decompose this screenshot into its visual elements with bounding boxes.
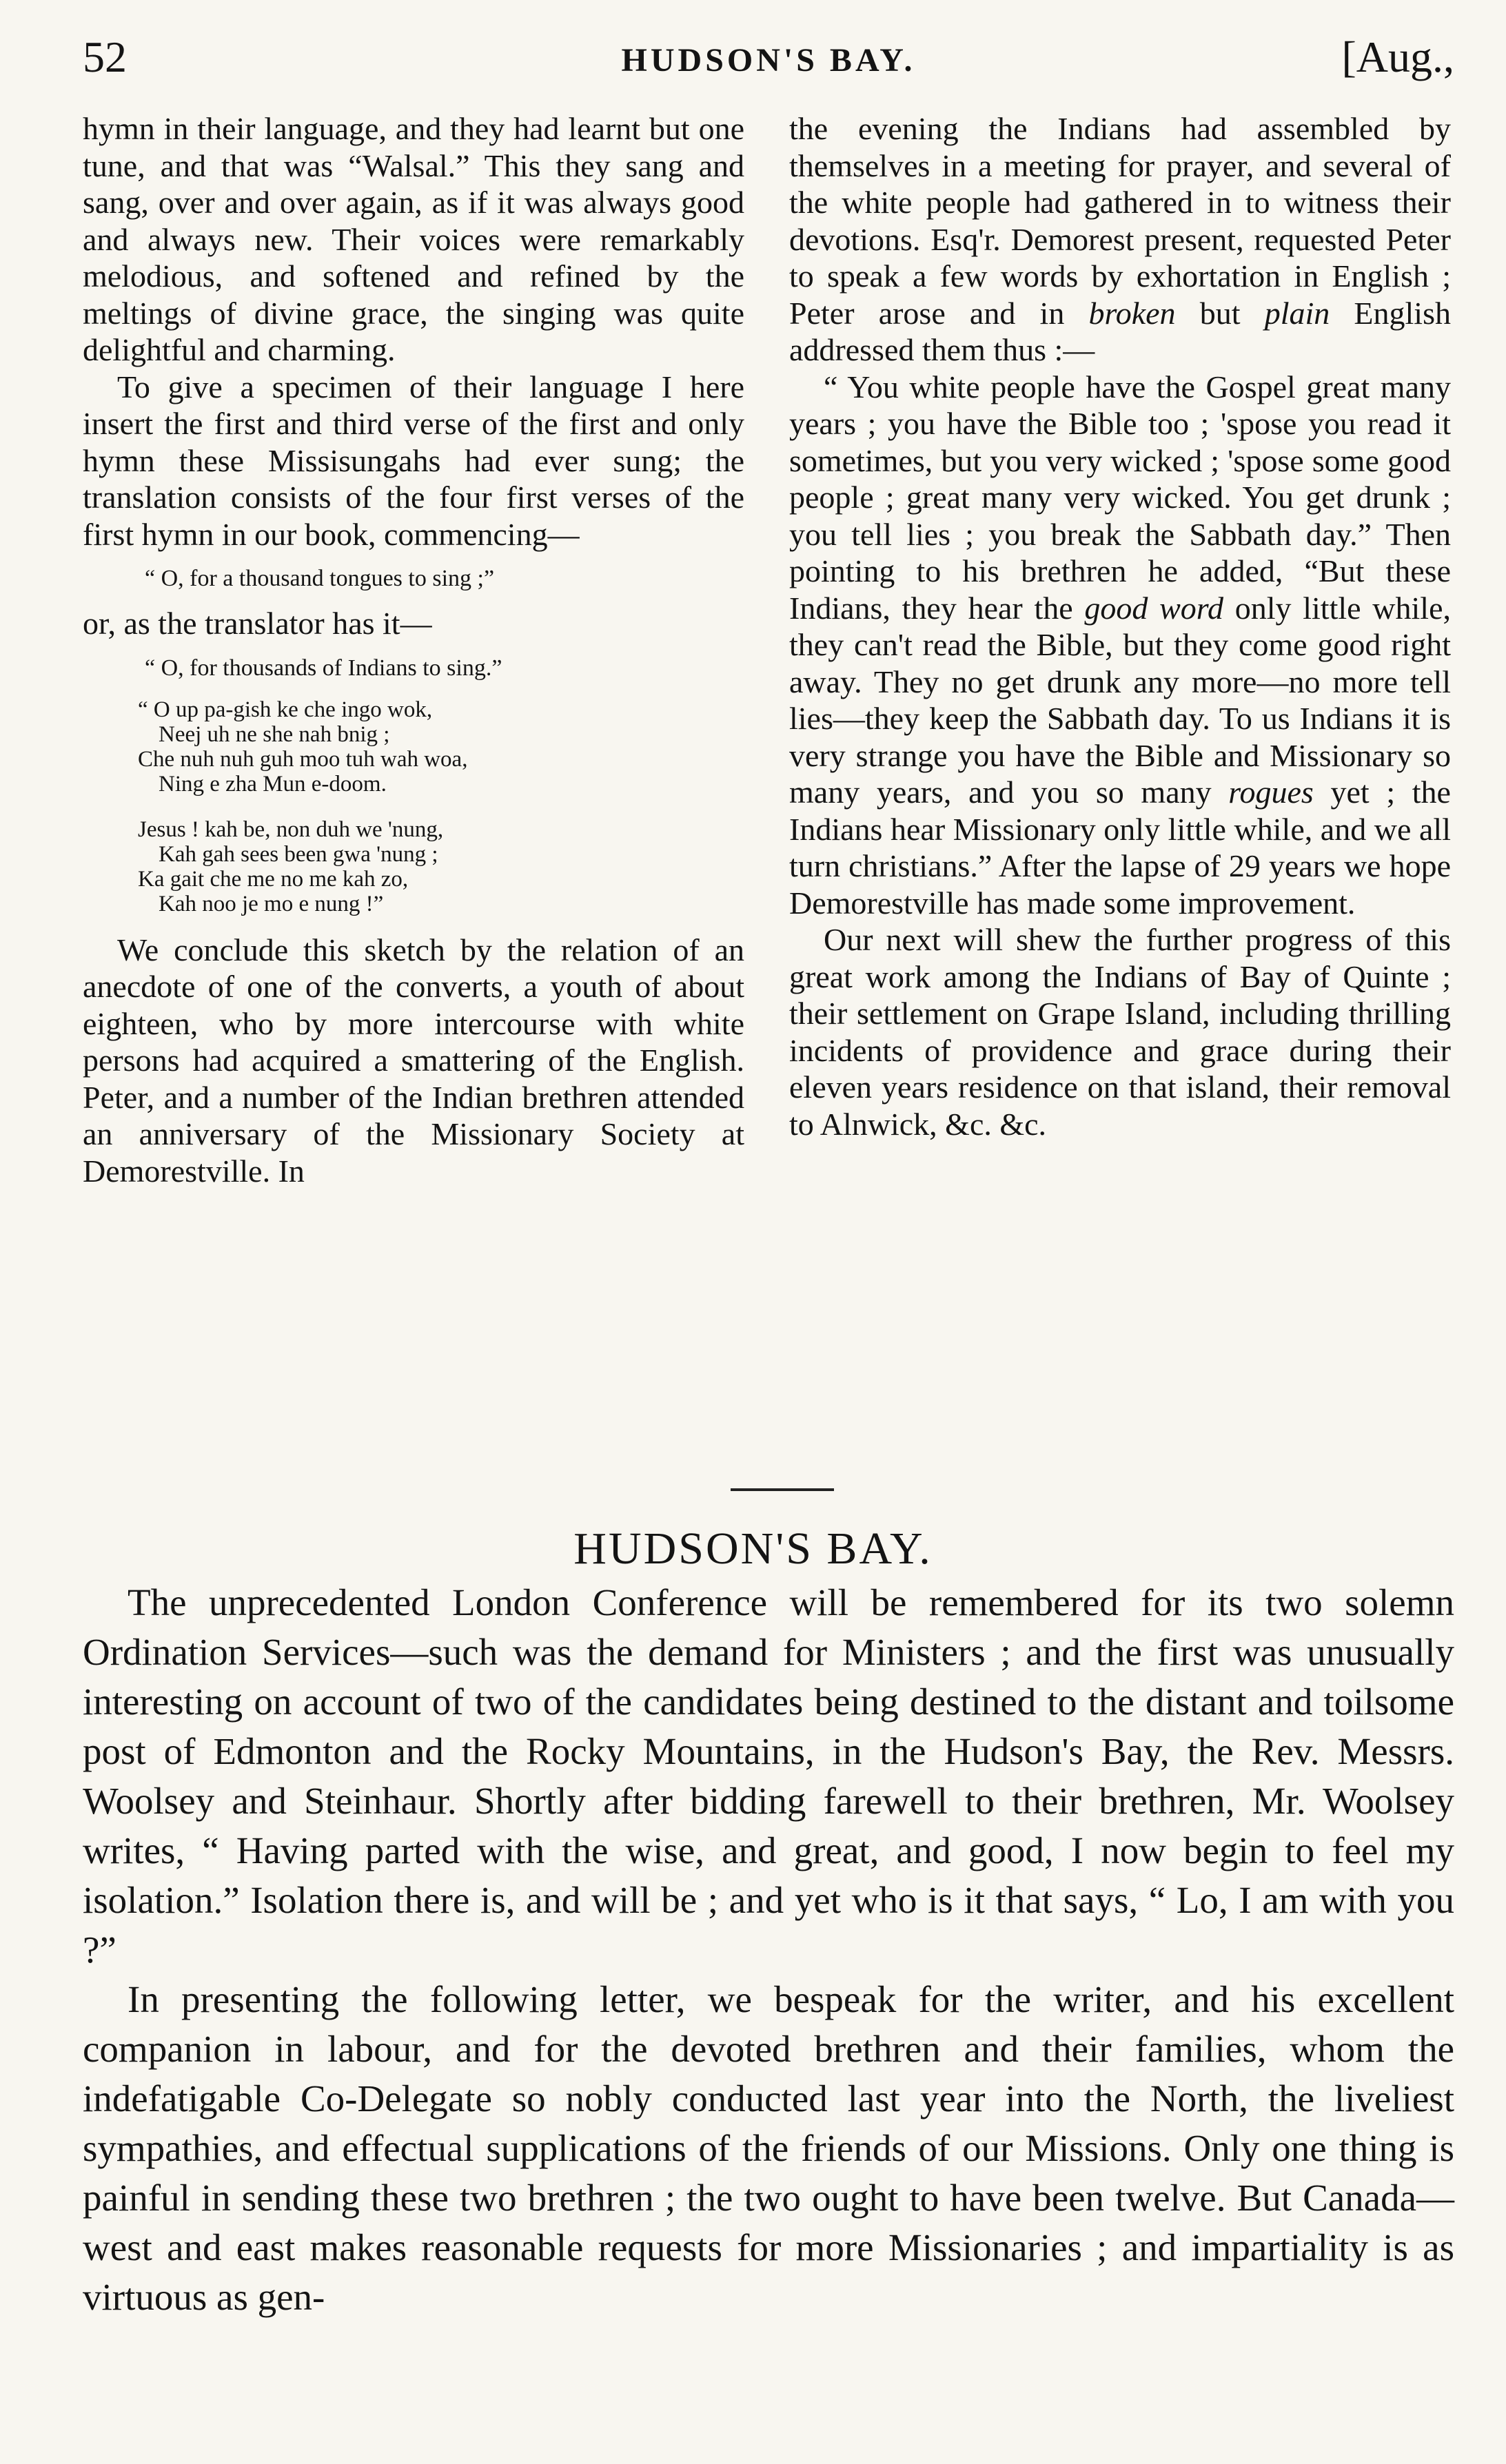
hymn-line: Neej uh ne she nah bnig ; bbox=[159, 721, 390, 747]
hymn-quote: “ O, for a thousand tongues to sing ;” bbox=[145, 566, 495, 591]
left-column bbox=[83, 110, 744, 1189]
running-title: HUDSON'S BAY. bbox=[621, 42, 916, 79]
paragraph: The unprecedented London Conference will be remembered for its two solemn Ordination Services—such was the demand for Ministers ; and the first was unusually interesting on account of two of the candidates being destined to the distant and toilsome post of Edmonton and the Rocky Mountains, in the Hudson's Bay, the Rev. Messrs. Woolsey and Steinhaur. Shortly after bidding farewell to their brethren, Mr. Woolsey writes, “ Having parted with the wise, and great, and good, I now begin to feel my isolation.” Isolation there is, and will be ; and yet who is it that says, “ Lo, I am with you ?” bbox=[83, 1581, 1454, 1971]
section-title: HUDSON'S BAY. bbox=[573, 1523, 933, 1574]
translated-quote: “ O, for thousands of Indians to sing.” bbox=[145, 655, 502, 681]
hymn-verse bbox=[138, 697, 744, 797]
page-number: 52 bbox=[83, 32, 127, 81]
emphasis: plain bbox=[1264, 295, 1330, 331]
hymn-line: Kah gah sees been gwa 'nung ; bbox=[159, 841, 438, 867]
hymn-verse bbox=[138, 817, 744, 916]
paragraph: In presenting the following letter, we bespeak for the writer, and his excellent companion in labour, and for the devoted brethren and their families, whom the indefatigable Co-Delegate so nobly conducted last year into the North, the liveliest sympathies, and effectual supplications of the friends of our Missions. Only one thing is painful in sending these two brethren ; the two ought to have been twelve. But Canada—west and east makes reasonable requests for more Missionaries ; and impartiality is as virtuous as gen- bbox=[83, 1978, 1454, 2318]
issue-date: [Aug., bbox=[1341, 32, 1454, 81]
hymn-line: “ O up pa-gish ke che ingo wok, bbox=[138, 697, 433, 722]
paragraph: hymn in their language, and they had learnt but one tune, and that was “Walsal.” This they sang and sang, over and over again, as if it was always good and always new. Their voices were remarkably melodious, and softened and refined by the meltings of divine grace, the singing was quite delightful and charming. bbox=[83, 111, 744, 367]
text-run: only little while, they can't read the Bible, but they come good right away. They no get drunk any more—no more tell lies—they keep the Sabbath day. To us Indians it is very strange you have the Bible and Missionary so many years, and you so many bbox=[789, 590, 1451, 810]
text-run: but bbox=[1175, 295, 1265, 331]
text-run: the evening the Indians had assembled by themselves in a meeting for prayer, and several of the white people had gathered in to witness their devotions. Esq'r. Demorest present, requested Peter to speak a few words by exhortation in English ; Peter arose and in bbox=[789, 111, 1451, 331]
text-run: “ You white people have the Gospel great many years ; you have the Bible too ; 'spose you read it sometimes, but you very wicked ; 'spose some good people ; great many very wicked. You get drunk ; you tell lies ; you break the Sabbath day.” Then pointing to his brethren he added, “But these Indians, they hear the bbox=[789, 369, 1451, 626]
section-body bbox=[83, 1578, 1454, 2322]
emphasis: broken bbox=[1088, 295, 1176, 331]
hymn-line: Jesus ! kah be, non duh we 'nung, bbox=[138, 817, 444, 842]
emphasis: good word bbox=[1084, 590, 1223, 626]
text-run: yet ; the Indians hear Missionary only little while, and we all turn christians.” After the lapse of 29 years we hope Demorestville has made some improvement. bbox=[789, 774, 1451, 921]
text-run: English addressed them thus :— bbox=[789, 295, 1451, 367]
paragraph: To give a specimen of their language I here insert the first and third verse of the first and only hymn these Missisungahs had ever sung; the translation consists of the four first verses of the first hymn in our book, commencing— bbox=[83, 369, 744, 552]
paragraph: or, as the translator has it— bbox=[83, 606, 432, 641]
paragraph: Our next will shew the further progress of this great work among the Indians of Bay of Quinte ; their settlement on Grape Island, including thrilling incidents of providence and grace during their eleven years residence on that island, their removal to Alnwick, &c. &c. bbox=[789, 922, 1451, 1142]
hymn-line: Kah noo je mo e nung !” bbox=[159, 891, 384, 916]
paragraph bbox=[789, 369, 1451, 922]
section-divider bbox=[731, 1488, 834, 1491]
hymn-line: Ka gait che me no me kah zo, bbox=[138, 866, 409, 892]
running-head bbox=[83, 32, 1454, 94]
right-column bbox=[789, 110, 1451, 1142]
paragraph: We conclude this sketch by the relation of an anecdote of one of the converts, a youth of about eighteen, who by more intercourse with white persons had acquired a smattering of the English. Peter, and a number of the Indian brethren attended an anniversary of the Missionary Society at Demorestville. In bbox=[83, 932, 744, 1189]
hymn-line: Ning e zha Mun e-doom. bbox=[159, 771, 387, 797]
hymn-line: Che nuh nuh guh moo tuh wah woa, bbox=[138, 746, 468, 772]
paragraph bbox=[789, 110, 1451, 369]
emphasis: rogues bbox=[1228, 774, 1314, 810]
